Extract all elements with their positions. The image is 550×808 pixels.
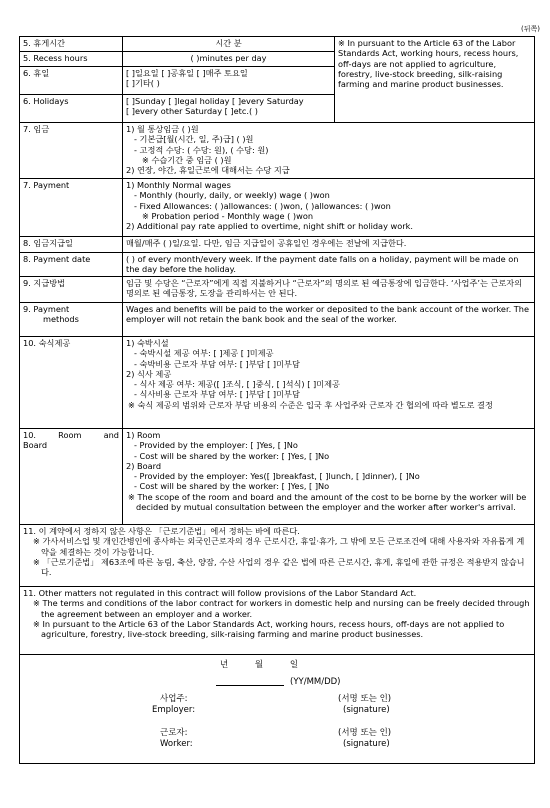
- page-corner-label: (뒤쪽): [521, 25, 540, 33]
- lodging-en-line: - Cost will be shared by the worker: [ ]Yes, [ ]No: [134, 450, 330, 461]
- lodging-ko-line: 2) 식사 제공: [126, 368, 172, 379]
- method-label-en-line: 9. Payment: [23, 304, 70, 314]
- holiday-en-line: [ ]every other Saturday [ ]etc.( ): [126, 106, 258, 117]
- wage-ko-line: - 고정적 수당: ( 수당: 원), ( 수당: 원): [134, 144, 269, 155]
- holiday-options-en: [123, 95, 335, 123]
- lodging-ko-line: - 숙박시설 제공 여부: [ ]제공 [ ]미제공: [134, 348, 274, 359]
- wage-en-line: ※ Probation period - Monthly wage ( )won: [142, 210, 314, 221]
- method-value-ko: 임금 및 수당은 “근로자”에게 직접 지불하거나 “근로자”의 명의로 된 예금통장에 입금한다. ‘사업주’는 근로자의 명의로 된 예금통장, 도장을 관리하서는 안 된다.: [123, 277, 535, 303]
- holiday-ko-line: [ ]일요일 [ ]공휴일 [ ]매주 토요일: [126, 68, 248, 78]
- lodging-en-line: - Provided by the employer: Yes([ ]breakfast, [ ]lunch, [ ]dinner), [ ]No: [134, 471, 420, 482]
- employer-label-ko: 사업주:: [160, 694, 188, 704]
- method-label-en: [20, 303, 123, 337]
- lodging-en-line: - Cost will be shared by the worker: [ ]Yes, [ ]No: [134, 481, 330, 492]
- method-label-en-line: methods: [43, 314, 79, 325]
- holiday-ko-line: [ ]기타( ): [126, 78, 160, 89]
- wage-ko-line: ※ 수습기간 중 임금 ( )원: [142, 154, 232, 165]
- payday-label-ko: 8. 임금지급일: [20, 237, 123, 253]
- holiday-label-ko: 6. 휴일: [20, 67, 123, 95]
- contract-form-table: [19, 36, 535, 764]
- date-blank-line[interactable]: [216, 677, 284, 686]
- method-label-ko: 9. 지급방법: [20, 277, 123, 303]
- clause-ko-note: ※ 가사서비스업 및 개인간병인에 종사하는 외국인근로자의 경우 근로시간, 휴일·휴가, 그 밖에 모든 근로조건에 대해 사용자와 자유롭게 계약을 체결하는 것이 가능합니다.: [33, 536, 525, 557]
- lodging-details-ko: [123, 337, 535, 429]
- recess-label-en: 5. Recess hours: [20, 52, 123, 67]
- lodging-ko-line: - 숙박비용 근로자 부담 여부: [ ]부담 [ ]미부담: [134, 358, 300, 369]
- lodging-en-line: - Provided by the employer: [ ]Yes, [ ]No: [134, 440, 298, 451]
- wage-en-line: 1) Monthly Normal wages: [126, 180, 231, 190]
- signature-block: [20, 655, 535, 764]
- recess-note: ※ In pursuant to the Article 63 of the Labor Standards Act, working hours, recess hours, off-days are not applied to agriculture, forestry, live-stock breeding, silk-raising farming and marine product businesses.: [335, 37, 535, 123]
- wage-en-line: 2) Additional pay rate applied to overtime, night shift or holiday work.: [126, 221, 413, 232]
- lodging-ko-line: 1) 숙박시설: [126, 338, 169, 348]
- clause-ko-heading: 11. 이 계약에서 정하지 않은 사항은 「근로기준법」에서 정하는 바에 따른다.: [23, 526, 300, 536]
- payday-label-en: 8. Payment date: [20, 253, 123, 277]
- recess-value-ko: 시간 분: [123, 37, 335, 52]
- wage-ko-line: - 기본급[월(시간, 일, 주)급] ( )원: [134, 134, 254, 145]
- lodging-en-line: 2) Board: [126, 460, 162, 471]
- wage-ko-line: 1) 월 통상임금 ( )원: [126, 124, 199, 134]
- lodging-ko-line: - 식사 제공 여부: 제공([ ]조식, [ ]중식, [ ]석식) [ ]미제공: [134, 379, 340, 390]
- clause-ko-note: ※ 「근로기준법」 제63조에 따른 농림, 축산, 양잠, 수산 사업의 경우 같은 법에 따른 근로시간, 휴게, 휴일에 관한 규정은 적용받지 않습니다.: [33, 556, 525, 578]
- wage-details-en: [123, 179, 535, 237]
- worker-sign-en[interactable]: (signature): [343, 739, 390, 749]
- clause-en: [20, 587, 535, 655]
- wage-details-ko: [123, 123, 535, 179]
- lodging-en-line: 1) Room: [126, 430, 161, 440]
- holiday-en-line: [ ]Sunday [ ]legal holiday [ ]every Saturday: [126, 96, 304, 106]
- lodging-ko-line: - 식사비용 근로자 부담 여부: [ ]부담 [ ]미부담: [134, 389, 300, 400]
- payday-value-ko: 매월/매주 ( )일/요일. 다만, 임금 지급일이 공휴일인 경우에는 전날에 지급한다.: [123, 237, 535, 253]
- employer-sign-ko[interactable]: (서명 또는 인): [338, 694, 392, 704]
- wage-label-ko: 7. 임금: [20, 123, 123, 179]
- holiday-label-en: 6. Holidays: [20, 95, 123, 123]
- worker-label-ko: 근로자:: [160, 728, 188, 738]
- clause-en-heading: 11. Other matters not regulated in this contract will follow provisions of the Labor Standard Act.: [23, 588, 417, 598]
- lodging-ko-line: ※ 숙식 제공의 범위와 근로자 부담 비용의 수준은 입국 후 사업주와 근로자 간 협의에 따라 별도로 결정: [128, 399, 493, 410]
- payday-value-en: ( ) of every month/every week. If the payment date falls on a holiday, payment will be made on the day before the holiday.: [123, 253, 535, 277]
- wage-en-line: - Monthly (hourly, daily, or weekly) wage ( )won: [134, 190, 330, 201]
- lodging-details-en: [123, 429, 535, 525]
- clause-ko: [20, 525, 535, 587]
- lodging-label-en: [20, 429, 123, 525]
- date-label-ko: 년 월 일: [220, 660, 299, 670]
- lodging-label-en-line: Board: [23, 440, 48, 451]
- holiday-options-ko: [123, 67, 335, 95]
- date-line: [216, 677, 284, 689]
- lodging-label-en-line: 10. Room and: [23, 430, 119, 440]
- employer-label-en: Employer:: [152, 705, 196, 715]
- worker-label-en: Worker:: [160, 739, 193, 749]
- recess-value-en: ( )minutes per day: [123, 52, 335, 67]
- date-label-en: (YY/MM/DD): [290, 677, 341, 687]
- method-value-en: Wages and benefits will be paid to the worker or deposited to the bank account of the worker. The employer will not retain the bank book and the seal of the worker.: [123, 303, 535, 337]
- lodging-en-line: ※ The scope of the room and board and the amount of the cost to be borne by the worker will be decided by mutual consultation between the employer and the worker after worker's arrival.: [128, 491, 527, 513]
- lodging-label-ko: 10. 숙식제공: [20, 337, 123, 429]
- clause-en-note: ※ The terms and conditions of the labor contract for workers in domestic help and nursing can be freely decided through the agreement between an employer and a worker.: [33, 598, 530, 619]
- worker-sign-ko[interactable]: (서명 또는 인): [338, 728, 392, 738]
- clause-en-note: ※ In pursuant to the Article 63 of the Labor Standards Act, working hours, recess hours, off-days are not applied to agriculture, forestry, live-stock breeding, silk-raising farming and marine product businesses.: [33, 618, 505, 640]
- wage-label-en: 7. Payment: [20, 179, 123, 237]
- wage-en-line: - Fixed Allowances: ( )allowances: ( )won, ( )allowances: ( )won: [134, 200, 391, 211]
- wage-ko-line: 2) 연장, 야간, 휴일근로에 대해서는 수당 지급: [126, 165, 290, 176]
- recess-label-ko: 5. 휴게시간: [20, 37, 123, 52]
- employer-sign-en[interactable]: (signature): [343, 705, 390, 715]
